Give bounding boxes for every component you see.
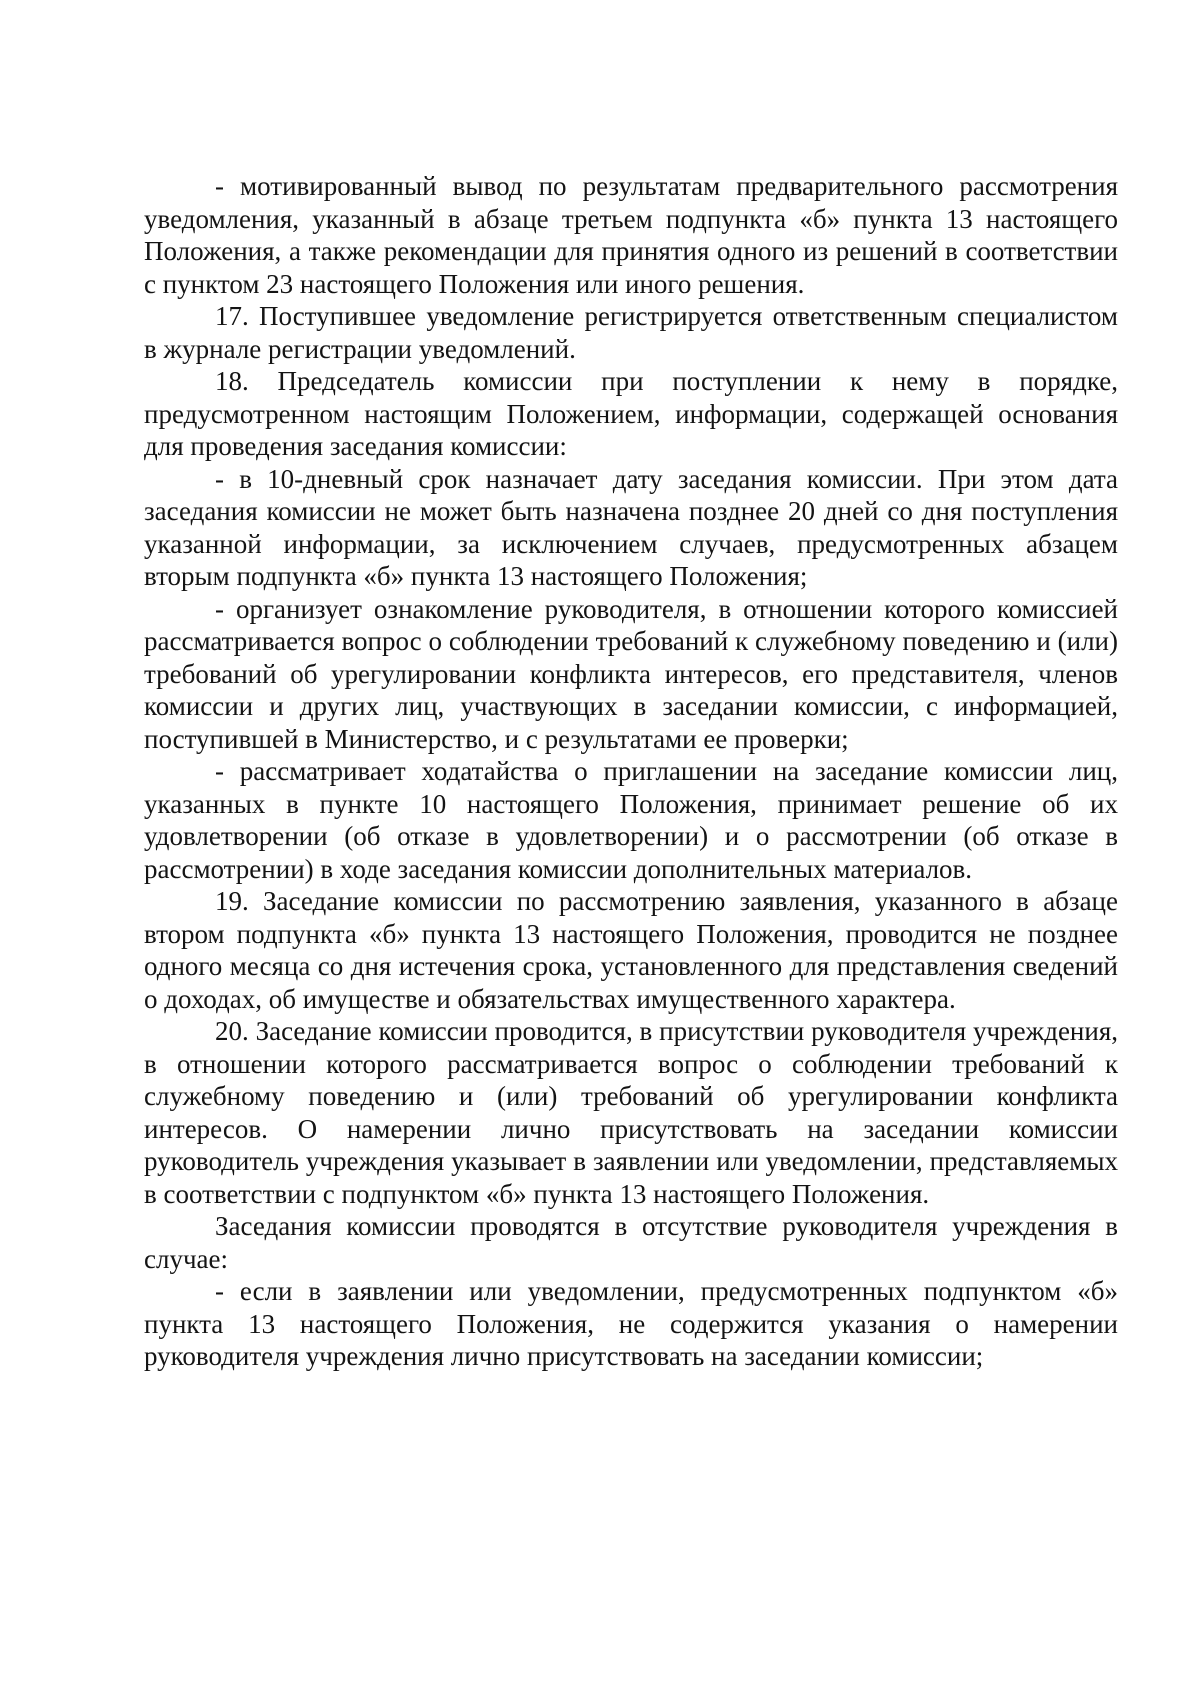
paragraph-17: 17. Поступившее уведомление регистрируется ответственным специалистом в журнале регистрации уведомлений. — [144, 301, 1118, 364]
paragraph-18-item-petitions: - рассматривает ходатайства о приглашении на заседание комиссии лиц, указанных в пункте 10 настоящего Положения, принимает решение об их удовлетворении (об отказе в удовлетворении) и о рассмотрении (об отказе в рассмотрении) в ходе заседания комиссии дополнительных материалов. — [144, 756, 1118, 884]
paragraph-reasoned-conclusion: - мотивированный вывод по результатам предварительного рассмотрения уведомления, указанный в абзаце третьем подпункта «б» пункта 13 настоящего Положения, а также рекомендации для принятия одного из решений в соответствии с пунктом 23 настоящего Положения или иного решения. — [144, 171, 1118, 299]
paragraph-20: 20. Заседание комиссии проводится, в присутствии руководителя учреждения, в отношении которого рассматривается вопрос о соблюдении требований к служебному поведению и (или) требований об урегулировании конфликта интересов. О намерении лично присутствовать на заседании комиссии руководитель учреждения указывает в заявлении или уведомлении, представляемых в соответствии с подпунктом «б» пункта 13 настоящего Положения. — [144, 1016, 1118, 1209]
paragraph-18-item-date: - в 10-дневный срок назначает дату заседания комиссии. При этом дата заседания комиссии не может быть назначена позднее 20 дней со дня поступления указанной информации, за исключением случаев, предусмотренных абзацем вторым подпункта «б» пункта 13 настоящего Положения; — [144, 463, 1118, 591]
document-page — [144, 170, 1118, 1373]
paragraph-18-item-familiarization: - организует ознакомление руководителя, в отношении которого комиссией рассматривается вопрос о соблюдении требований к служебному поведению и (или) требований об урегулировании конфликта интересов, его представителя, членов комиссии и других лиц, участвующих в заседании комиссии, с информацией, поступившей в Министерство, и с результатами ее проверки; — [144, 593, 1118, 754]
paragraph-absence-cases: Заседания комиссии проводятся в отсутствие руководителя учреждения в случае: — [144, 1211, 1118, 1274]
paragraph-18: 18. Председатель комиссии при поступлении к нему в порядке, предусмотренном настоящим Положением, информации, содержащей основания для проведения заседания комиссии: — [144, 366, 1118, 461]
paragraph-19: 19. Заседание комиссии по рассмотрению заявления, указанного в абзаце втором подпункта «б» пункта 13 настоящего Положения, проводится не позднее одного месяца со дня истечения срока, установленного для представления сведений о доходах, об имуществе и обязательствах имущественного характера. — [144, 886, 1118, 1014]
paragraph-absence-item-1: - если в заявлении или уведомлении, предусмотренных подпунктом «б» пункта 13 настоящего Положения, не содержится указания о намерении руководителя учреждения лично присутствовать на заседании комиссии; — [144, 1276, 1118, 1371]
